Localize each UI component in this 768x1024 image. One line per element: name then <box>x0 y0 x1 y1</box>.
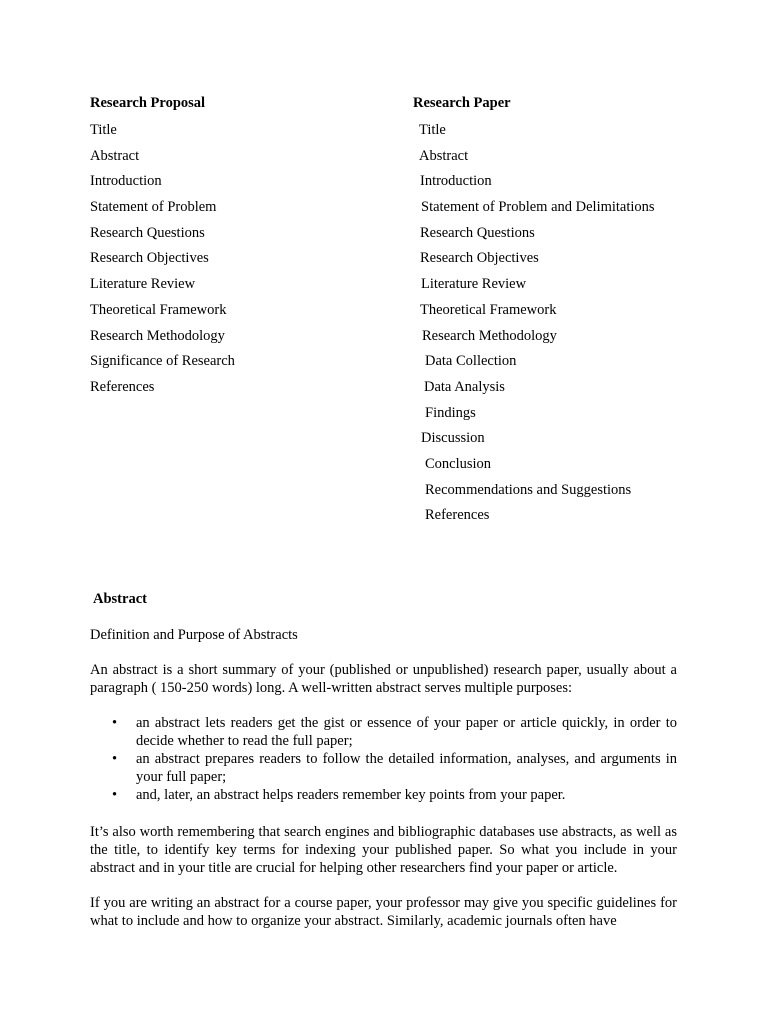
course-paper-paragraph: If you are writing an abstract for a course paper, your professor may give you specific guidelines for what to include and how to organize your abstract. Similarly, academic journals often have <box>90 895 677 929</box>
search-engines-paragraph: It’s also worth remembering that search engines and bibliographic databases use abstracts, as well as the title, to identify key terms for indexing your published paper. So what you include in your abstract and in your title are crucial for helping other researchers find your paper or article. <box>90 824 677 876</box>
research-proposal-column <box>90 93 235 401</box>
proposal-item: Literature Review <box>90 276 196 293</box>
proposal-item: References <box>90 378 155 395</box>
proposal-item: Theoretical Framework <box>90 301 227 318</box>
list-item <box>90 786 677 804</box>
paper-item: Findings <box>425 404 476 421</box>
paper-item: References <box>425 507 490 524</box>
paper-item: Conclusion <box>425 455 492 472</box>
paper-item: Data Collection <box>425 353 517 370</box>
abstract-section-title: Abstract <box>93 591 147 607</box>
bullet-text: an abstract lets readers get the gist or essence of your paper or article quickly, in order to decide whether to read the full paper; <box>136 715 677 749</box>
research-proposal-heading: Research Proposal <box>90 95 206 111</box>
paper-item: Research Questions <box>420 224 535 241</box>
bullet-icon: • <box>112 715 118 731</box>
proposal-item: Significance of Research <box>90 353 235 370</box>
paper-item: Research Methodology <box>422 327 557 344</box>
proposal-item: Research Questions <box>90 224 205 241</box>
paper-item: Research Objectives <box>420 250 539 267</box>
proposal-item: Statement of Problem <box>90 199 217 216</box>
proposal-item: Research Objectives <box>90 250 209 267</box>
proposal-item: Introduction <box>90 173 162 190</box>
intro-paragraph: An abstract is a short summary of your (published or unpublished) research paper, usually about a paragraph ( 150-250 words) long. A well-written abstract serves multiple purposes: <box>90 662 677 696</box>
abstract-section-subtitle: Definition and Purpose of Abstracts <box>90 627 298 643</box>
paper-item: Data Analysis <box>424 378 505 395</box>
bullet-text: an abstract prepares readers to follow the detailed information, analyses, and arguments in your full paper; <box>136 751 677 785</box>
paper-item: Recommendations and Suggestions <box>425 481 632 498</box>
purpose-bullet-list <box>90 714 677 804</box>
paper-item: Literature Review <box>421 276 527 293</box>
list-item <box>90 750 677 786</box>
paper-item: Title <box>419 122 446 138</box>
bullet-icon: • <box>112 787 118 803</box>
paper-item: Introduction <box>420 173 492 190</box>
list-item <box>90 714 677 750</box>
paper-item: Statement of Problem and Delimitations <box>421 199 655 216</box>
research-paper-column <box>413 93 655 529</box>
paper-item: Theoretical Framework <box>420 301 557 318</box>
proposal-item: Research Methodology <box>90 327 225 344</box>
paper-item: Discussion <box>421 430 485 447</box>
proposal-item: Abstract <box>90 147 140 164</box>
bullet-text: and, later, an abstract helps readers remember key points from your paper. <box>136 787 566 803</box>
proposal-item: Title <box>90 122 117 138</box>
paper-item: Abstract <box>419 147 469 164</box>
bullet-icon: • <box>112 751 118 767</box>
research-paper-heading: Research Paper <box>413 95 511 111</box>
